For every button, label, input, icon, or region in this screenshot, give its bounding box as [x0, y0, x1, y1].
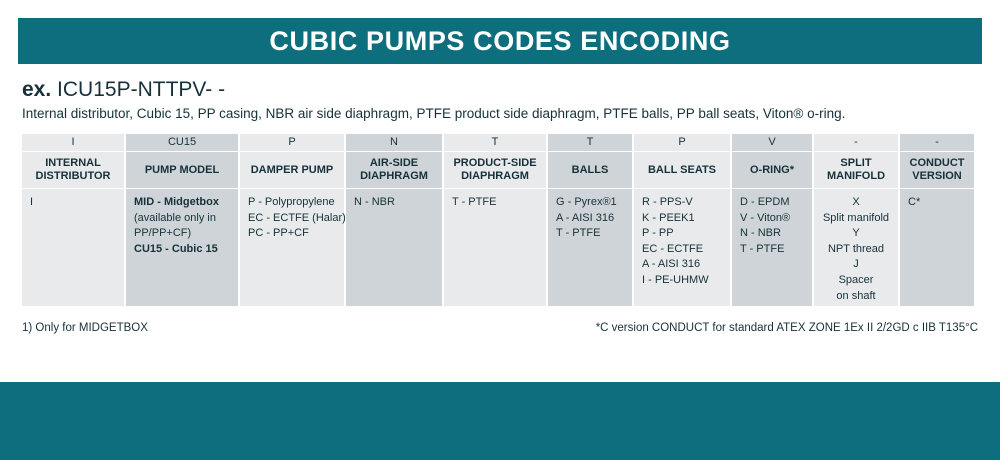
option-d-epdm: D - EPDM — [740, 196, 790, 208]
code-cell-damper-pump: P — [240, 134, 344, 152]
option-j: J — [853, 258, 859, 271]
option-n-nbr: N - NBR — [354, 196, 395, 208]
footnote-left: 1) Only for MIDGETBOX — [22, 322, 148, 334]
header-cell-pump-model: PUMP MODEL — [126, 152, 238, 188]
table-column-balls — [548, 134, 632, 306]
option-a-aisi316-seats: A - AISI 316 — [642, 258, 701, 271]
example-prefix: ex. — [22, 78, 52, 101]
option-i-peuhmw: I - PE-UHMW — [642, 274, 709, 287]
bottom-bar-fill — [0, 382, 1000, 460]
table-column-air-side-diaphragm — [346, 134, 442, 306]
header-cell-o-ring: O-RING* — [732, 152, 812, 188]
table-column-product-side-diaphragm — [444, 134, 546, 306]
option-ec-ectfe-seats: EC - ECTFE — [642, 242, 704, 255]
header-cell-split-manifold: SPLIT MANIFOLD — [814, 152, 898, 188]
option-t-ptfe: T - PTFE — [452, 196, 497, 208]
header-cell-damper-pump: DAMPER PUMP — [240, 152, 344, 188]
body-cell-product-side-diaphragm — [444, 188, 546, 306]
option-pc-ppcf: PC - PP+CF — [248, 227, 309, 240]
option-mid-note-1: (available only in — [134, 211, 216, 224]
example-description: Internal distributor, Cubic 15, PP casing, NBR air side diaphragm, PTFE product side diaphragm, PTFE balls, PP ball seats, Viton® o-ring. — [22, 106, 846, 121]
example-code: ICU15P-NTTPV- - — [57, 78, 226, 101]
option-g-pyrex: G - Pyrex®1 — [556, 196, 617, 208]
option-t-ptfe-balls: T - PTFE — [556, 227, 601, 240]
page-banner — [18, 18, 982, 64]
option-x-label: Split manifold — [822, 211, 890, 224]
code-cell-o-ring: V — [732, 134, 812, 152]
option-p-polypropylene: P - Polypropylene — [248, 196, 335, 208]
header-cell-product-side-diaphragm: PRODUCT-SIDE DIAPHRAGM — [444, 152, 546, 188]
option-a-aisi316: A - AISI 316 — [556, 211, 615, 224]
option-j-label-1: Spacer — [838, 274, 874, 287]
option-t-ptfe-oring: T - PTFE — [740, 242, 785, 255]
code-cell-balls: T — [548, 134, 632, 152]
option-cu15: CU15 - Cubic 15 — [134, 242, 218, 255]
table-column-o-ring — [732, 134, 812, 306]
header-cell-air-side-diaphragm: AIR-SIDE DIAPHRAGM — [346, 152, 442, 188]
option-v-viton: V - Viton® — [740, 211, 791, 224]
option-mid: MID - Midgetbox — [134, 196, 219, 208]
body-cell-air-side-diaphragm — [346, 188, 442, 306]
option-y-label: NPT thread — [827, 242, 885, 255]
header-cell-ball-seats: BALL SEATS — [634, 152, 730, 188]
footnote-right: *C version CONDUCT for standard ATEX ZONE 1Ex II 2/2GD c IIB T135°C — [595, 322, 978, 334]
option-x: X — [852, 196, 860, 208]
body-cell-balls — [548, 188, 632, 306]
body-cell-split-manifold — [814, 188, 898, 306]
page-title: CUBIC PUMPS CODES ENCODING — [269, 25, 731, 56]
body-cell-damper-pump — [240, 188, 344, 306]
code-cell-air-side-diaphragm: N — [346, 134, 442, 152]
table-column-damper-pump — [240, 134, 344, 306]
body-cell-pump-model — [126, 188, 238, 306]
option-ec-ectfe: EC - ECTFE (Halar) — [248, 211, 346, 224]
header-cell-balls: BALLS — [548, 152, 632, 188]
option-k-peek: K - PEEK1 — [642, 211, 695, 224]
option-mid-note-2: PP/PP+CF) — [134, 227, 192, 240]
code-cell-pump-model: CU15 — [126, 134, 238, 152]
table-column-pump-model — [126, 134, 238, 306]
body-cell-conduct-version — [900, 188, 974, 306]
option-p-pp: P - PP — [642, 227, 674, 240]
code-cell-product-side-diaphragm: T — [444, 134, 546, 152]
body-cell-ball-seats — [634, 188, 730, 306]
example-line — [22, 78, 972, 102]
table-column-split-manifold — [814, 134, 898, 306]
codes-table — [22, 134, 978, 306]
table-column-conduct-version — [900, 134, 974, 306]
option-c-star: C* — [908, 196, 921, 208]
header-cell-conduct-version: CONDUCT VERSION — [900, 152, 974, 188]
table-column-internal-distributor — [22, 134, 124, 306]
option-r-ppsv: R - PPS-V — [642, 196, 693, 208]
table-column-ball-seats — [634, 134, 730, 306]
body-cell-internal-distributor — [22, 188, 124, 306]
option-j-label-2: on shaft — [836, 289, 876, 302]
code-cell-conduct-version: - — [900, 134, 974, 152]
bottom-bar — [0, 382, 1000, 460]
body-cell-o-ring — [732, 188, 812, 306]
code-cell-ball-seats: P — [634, 134, 730, 152]
option-i: I — [30, 196, 34, 208]
code-cell-internal-distributor: I — [22, 134, 124, 152]
option-y: Y — [852, 227, 860, 240]
option-n-nbr-oring: N - NBR — [740, 227, 781, 240]
header-cell-internal-distributor: INTERNAL DISTRIBUTOR — [22, 152, 124, 188]
code-cell-split-manifold: - — [814, 134, 898, 152]
